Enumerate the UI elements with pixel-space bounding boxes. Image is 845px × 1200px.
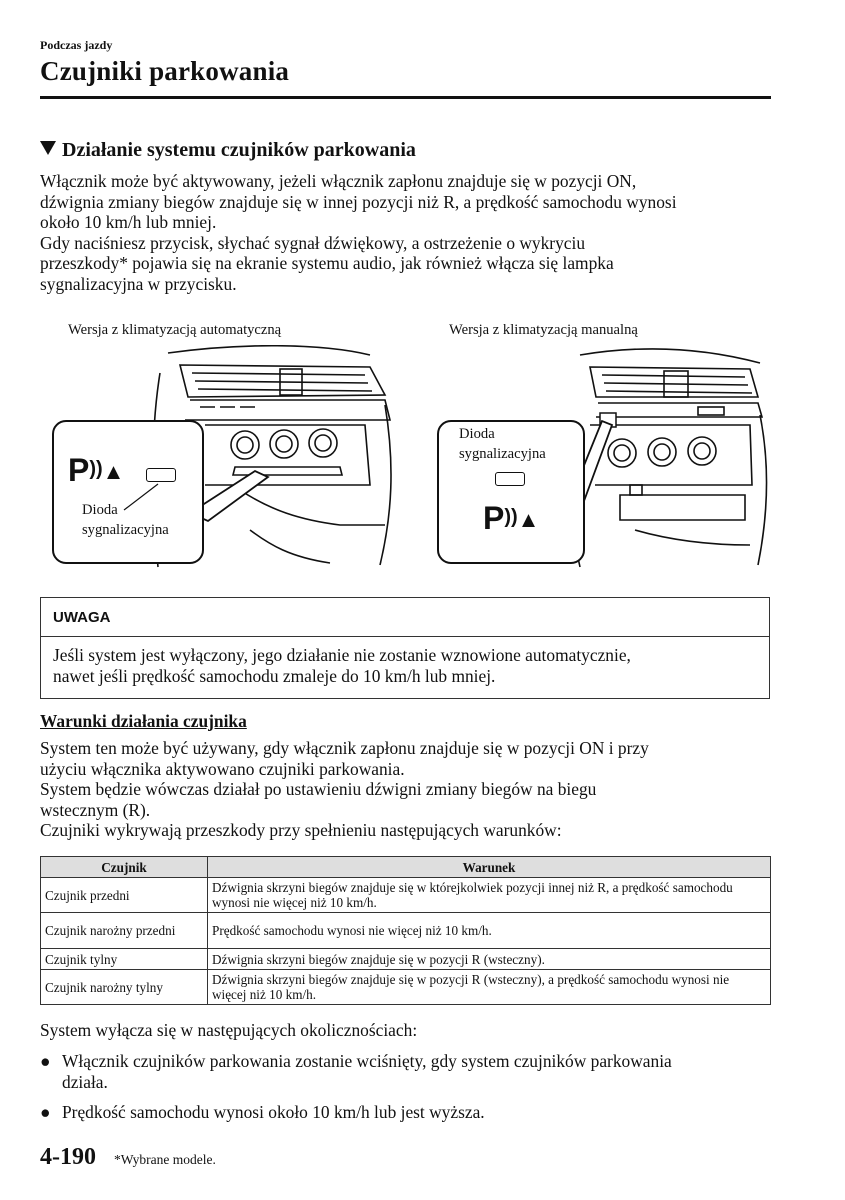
table-cell-sensor: Czujnik przedni bbox=[41, 878, 208, 913]
page-number: 4-190 bbox=[40, 1144, 96, 1170]
breadcrumb: Podczas jazdy bbox=[40, 38, 113, 52]
section-heading-text: Działanie systemu czujników parkowania bbox=[62, 139, 416, 161]
subsection-heading: Warunki działania czujnika bbox=[40, 711, 247, 731]
off-conditions-intro: System wyłącza się w następujących okolicznościach: bbox=[40, 1020, 418, 1040]
list-item bbox=[40, 1051, 780, 1092]
figure-caption-automatic: Wersja z klimatyzacją automatyczną bbox=[68, 322, 282, 338]
text-line: Prędkość samochodu wynosi około 10 km/h lub jest wyższa. bbox=[62, 1102, 485, 1122]
table-row bbox=[41, 913, 771, 949]
text-line: nawet jeśli prędkość samochodu zmaleje do 10 km/h lub mniej. bbox=[53, 665, 496, 686]
note-body bbox=[41, 637, 769, 694]
table-cell-sensor: Czujnik narożny przedni bbox=[41, 913, 208, 949]
conditions-table bbox=[40, 856, 771, 1005]
text-line: działa. bbox=[62, 1071, 108, 1092]
text-line: System będzie wówczas działał po ustawieniu dźwigni zmiany biegów na biegu bbox=[40, 779, 597, 799]
text-line: sygnalizacyjna w przycisku. bbox=[40, 273, 237, 294]
text-line: Włącznik może być aktywowany, jeżeli włącznik zapłonu znajduje się w pozycji ON, bbox=[40, 171, 637, 191]
text-line: System ten może być używany, gdy włącznik zapłonu znajduje się w pozycji ON i przy bbox=[40, 738, 649, 758]
table-header-row bbox=[41, 857, 771, 878]
led-label-line1: Dioda bbox=[82, 502, 118, 518]
pointer-line bbox=[54, 422, 202, 562]
callout-box-automatic bbox=[52, 420, 204, 564]
section-heading bbox=[40, 139, 416, 162]
bullet-icon: ● bbox=[40, 1102, 51, 1122]
led-label-line2: sygnalizacyjna bbox=[459, 446, 546, 462]
triangle-down-icon bbox=[40, 141, 56, 155]
text-line: użyciu włącznika aktywowano czujniki parkowania. bbox=[40, 758, 405, 779]
table-header-sensor: Czujnik bbox=[41, 857, 208, 878]
text-line: Włącznik czujników parkowania zostanie wciśnięty, gdy system czujników parkowania bbox=[62, 1051, 672, 1071]
note-title: UWAGA bbox=[41, 598, 769, 637]
callout-box-manual bbox=[437, 420, 585, 564]
table-cell-condition: Dźwignia skrzyni biegów znajduje się w pozycji R (wsteczny), a prędkość samochodu wynosi nie więcej niż 10 km/h. bbox=[208, 970, 771, 1005]
figure-caption-manual: Wersja z klimatyzacją manualną bbox=[449, 322, 638, 338]
note-box bbox=[40, 597, 770, 699]
off-conditions-list bbox=[40, 1051, 780, 1133]
intro-paragraph bbox=[40, 171, 780, 294]
text-line: wstecznym (R). bbox=[40, 799, 151, 820]
title-divider bbox=[40, 96, 771, 99]
text-line: Jeśli system jest wyłączony, jego działanie nie zostanie wznowione automatycznie, bbox=[53, 645, 631, 665]
table-row bbox=[41, 878, 771, 913]
page-title: Czujniki parkowania bbox=[40, 56, 290, 86]
led-label-line2: sygnalizacyjna bbox=[82, 522, 169, 538]
text-line: Gdy naciśniesz przycisk, słychać sygnał dźwiękowy, a ostrzeżenie o wykryciu bbox=[40, 232, 586, 253]
text-line: około 10 km/h lub mniej. bbox=[40, 212, 217, 232]
bullet-icon: ● bbox=[40, 1051, 51, 1071]
table-row bbox=[41, 970, 771, 1005]
parking-sensor-icon: P))▲ bbox=[483, 500, 540, 536]
led-label-line1: Dioda bbox=[459, 426, 495, 442]
list-item bbox=[40, 1102, 780, 1123]
text-line: Czujniki wykrywają przeszkody przy spełnieniu następujących warunków: bbox=[40, 820, 562, 840]
table-cell-sensor: Czujnik tylny bbox=[41, 949, 208, 970]
conditions-paragraph bbox=[40, 738, 780, 841]
indicator-led bbox=[495, 472, 525, 486]
table-cell-condition: Prędkość samochodu wynosi nie więcej niż 10 km/h. bbox=[208, 913, 771, 949]
text-line: przeszkody* pojawia się na ekranie systemu audio, jak również włącza się lampka bbox=[40, 253, 614, 273]
parking-sensor-icon: P))▲ bbox=[68, 452, 125, 488]
table-cell-condition: Dźwignia skrzyni biegów znajduje się w pozycji R (wsteczny). bbox=[208, 949, 771, 970]
table-header-condition: Warunek bbox=[208, 857, 771, 878]
text-line: dźwignia zmiany biegów znajduje się w innej pozycji niż R, a prędkość samochodu wynosi bbox=[40, 191, 677, 212]
table-cell-sensor: Czujnik narożny tylny bbox=[41, 970, 208, 1005]
table-cell-condition: Dźwignia skrzyni biegów znajduje się w którejkolwiek pozycji innej niż R, a prędkość samochodu wynosi nie więcej niż 10 km/h. bbox=[208, 878, 771, 913]
table-row bbox=[41, 949, 771, 970]
footnote: *Wybrane modele. bbox=[114, 1152, 216, 1167]
